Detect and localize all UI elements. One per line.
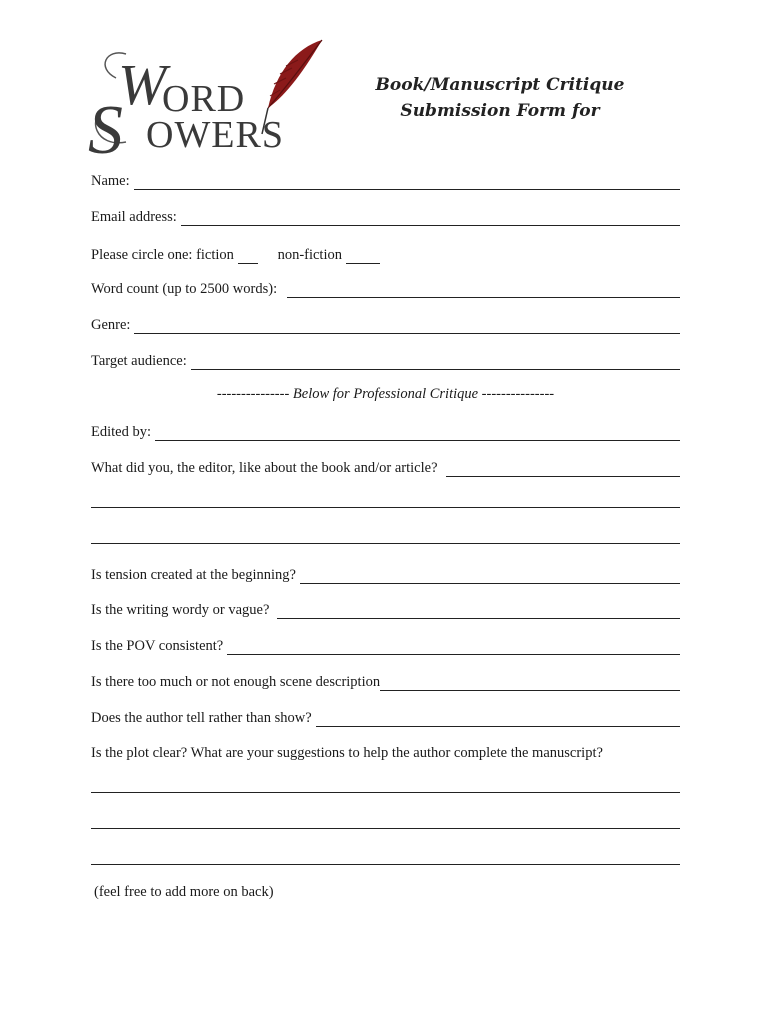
logo-word-text: ORD <box>162 78 246 120</box>
liked-extra-line-2[interactable] <box>91 543 680 544</box>
plot-line-2[interactable] <box>91 828 680 829</box>
title-line-2: Submission Form for <box>400 101 600 121</box>
nonfiction-blank[interactable] <box>346 247 380 264</box>
wordy-row <box>91 597 680 619</box>
target-audience-label: Target audience: <box>91 353 187 369</box>
footer-note: (feel free to add more on back) <box>94 884 274 900</box>
scene-field[interactable] <box>380 674 680 691</box>
genre-label: Genre: <box>91 317 131 333</box>
target-audience-field[interactable] <box>191 353 680 370</box>
scene-label: Is there too much or not enough scene description <box>91 674 381 690</box>
word-count-label: Word count (up to 2500 words): <box>91 281 278 297</box>
edited-by-label: Edited by: <box>91 424 152 440</box>
tell-show-row <box>91 705 680 727</box>
tell-show-field[interactable] <box>316 710 680 727</box>
nonfiction-label: non-fiction <box>277 247 346 263</box>
pov-row <box>91 633 680 655</box>
plot-row <box>91 740 680 762</box>
logo-initial-s: S <box>88 92 123 169</box>
pov-field[interactable] <box>227 638 680 655</box>
tell-show-label: Does the author tell rather than show? <box>91 710 312 726</box>
wordy-field[interactable] <box>277 602 680 619</box>
email-field[interactable] <box>181 209 680 226</box>
name-field-row <box>91 168 680 190</box>
target-audience-row <box>91 348 680 370</box>
email-label: Email address: <box>91 209 177 225</box>
pov-label: Is the POV consistent? <box>91 638 224 654</box>
word-count-field[interactable] <box>287 281 680 298</box>
liked-label: What did you, the editor, like about the book and/or article? <box>91 460 438 476</box>
edited-by-row <box>91 419 680 441</box>
form-title <box>370 72 630 124</box>
logo-initial-w: W <box>118 52 167 117</box>
genre-row <box>91 312 680 334</box>
genre-field[interactable] <box>134 317 680 334</box>
liked-row <box>91 455 680 477</box>
fiction-choice-row <box>91 242 380 264</box>
wordy-label: Is the writing wordy or vague? <box>91 602 270 618</box>
email-field-row <box>91 204 680 226</box>
logo-sowers-text: OWERS <box>146 114 284 156</box>
plot-label: Is the plot clear? What are your suggestions to help the author complete the manuscript? <box>91 745 603 761</box>
tension-row <box>91 562 680 584</box>
tension-field[interactable] <box>300 567 680 584</box>
word-count-row <box>91 276 680 298</box>
name-label: Name: <box>91 173 130 189</box>
word-sowers-logo <box>86 38 336 169</box>
liked-field[interactable] <box>446 460 680 477</box>
title-line-1: Book/Manuscript Critique <box>375 75 625 95</box>
tension-label: Is tension created at the beginning? <box>91 567 296 583</box>
scene-row <box>91 669 680 691</box>
liked-extra-line-1[interactable] <box>91 507 680 508</box>
circle-prompt-label: Please circle one: fiction <box>91 247 238 263</box>
plot-line-1[interactable] <box>91 792 680 793</box>
edited-by-field[interactable] <box>155 424 680 441</box>
plot-line-3[interactable] <box>91 864 680 865</box>
professional-critique-divider: --------------- Below for Professional Critique --------------- <box>216 386 555 402</box>
name-field[interactable] <box>134 173 680 190</box>
fiction-blank[interactable] <box>238 247 258 264</box>
